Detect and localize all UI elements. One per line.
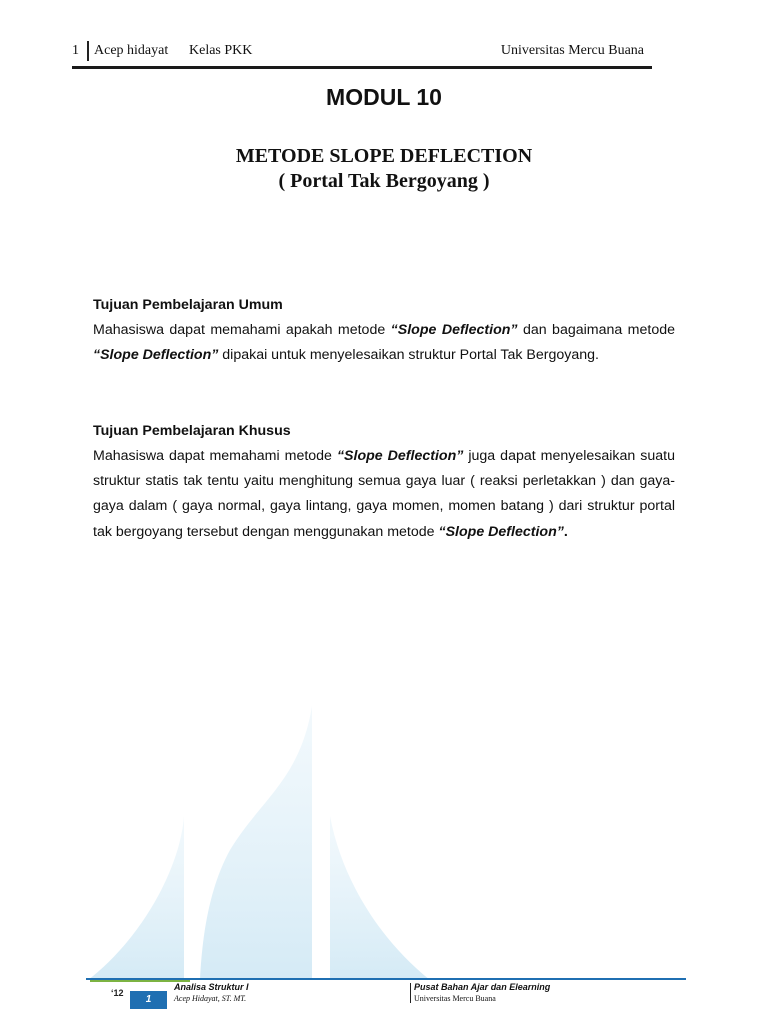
general-objective-section (93, 296, 675, 368)
specific-objective-heading: Tujuan Pembelajaran Khusus (93, 423, 291, 439)
specific-objective-section (93, 422, 675, 545)
general-term-2: “Slope Deflection” (93, 347, 219, 364)
footer-university: Universitas Mercu Buana (414, 994, 496, 1003)
general-objective-heading: Tujuan Pembelajaran Umum (93, 297, 283, 313)
general-text-3: dipakai untuk menyelesaikan struktur Portal Tak Bergoyang. (218, 347, 599, 364)
general-text-2: dan bagaimana metode (517, 322, 676, 338)
watermark-left-spire (88, 816, 184, 980)
specific-objective-paragraph (93, 444, 675, 545)
document-title (0, 144, 768, 194)
page-footer (86, 978, 686, 1018)
module-title: MODUL 10 (326, 84, 442, 110)
header-divider (87, 41, 89, 61)
watermark-center-spire (200, 706, 312, 980)
specific-term-1: “Slope Deflection” (336, 448, 464, 464)
specific-term-2: “Slope Deflection” (438, 523, 564, 540)
specific-text-2: juga dapat menyelesaikan suatu struktur statis tak tentu yaitu menghitung semua gaya luar ( reaksi perletakkan ) dan gaya-gaya dalam ( gaya normal, gaya lintang, gaya momen, momen batang ) dari struktur portal tak bergoyang tersebut dengan menggunakan metode (93, 448, 676, 540)
specific-text-1: Mahasiswa dapat memahami metode (93, 448, 337, 464)
header-page-number: 1 (72, 43, 79, 58)
header-rule (72, 66, 652, 69)
footer-learning-center: Pusat Bahan Ajar dan Elearning (414, 982, 551, 992)
general-text-1: Mahasiswa dapat memahami apakah metode (93, 322, 391, 338)
footer-page-number: 1 (130, 991, 167, 1009)
specific-text-3: . (563, 523, 568, 540)
title-line-1: METODE SLOPE DEFLECTION (235, 145, 533, 167)
footer-divider (410, 983, 411, 1003)
general-objective-paragraph (93, 318, 675, 368)
header-university: Universitas Mercu Buana (500, 43, 644, 58)
general-term-1: “Slope Deflection” (390, 322, 518, 338)
title-line-2: ( Portal Tak Bergoyang ) (278, 170, 490, 192)
header-class: Kelas PKK (189, 43, 253, 58)
footer-course: Analisa Struktur I (174, 982, 249, 992)
footer-year: ‘12 (111, 988, 124, 998)
header-author: Acep hidayat (94, 43, 169, 58)
footer-lecturer: Acep Hidayat, ST. MT. (174, 994, 247, 1003)
university-watermark-logo (80, 700, 440, 990)
running-header (72, 40, 652, 66)
watermark-right-spire (330, 816, 430, 980)
